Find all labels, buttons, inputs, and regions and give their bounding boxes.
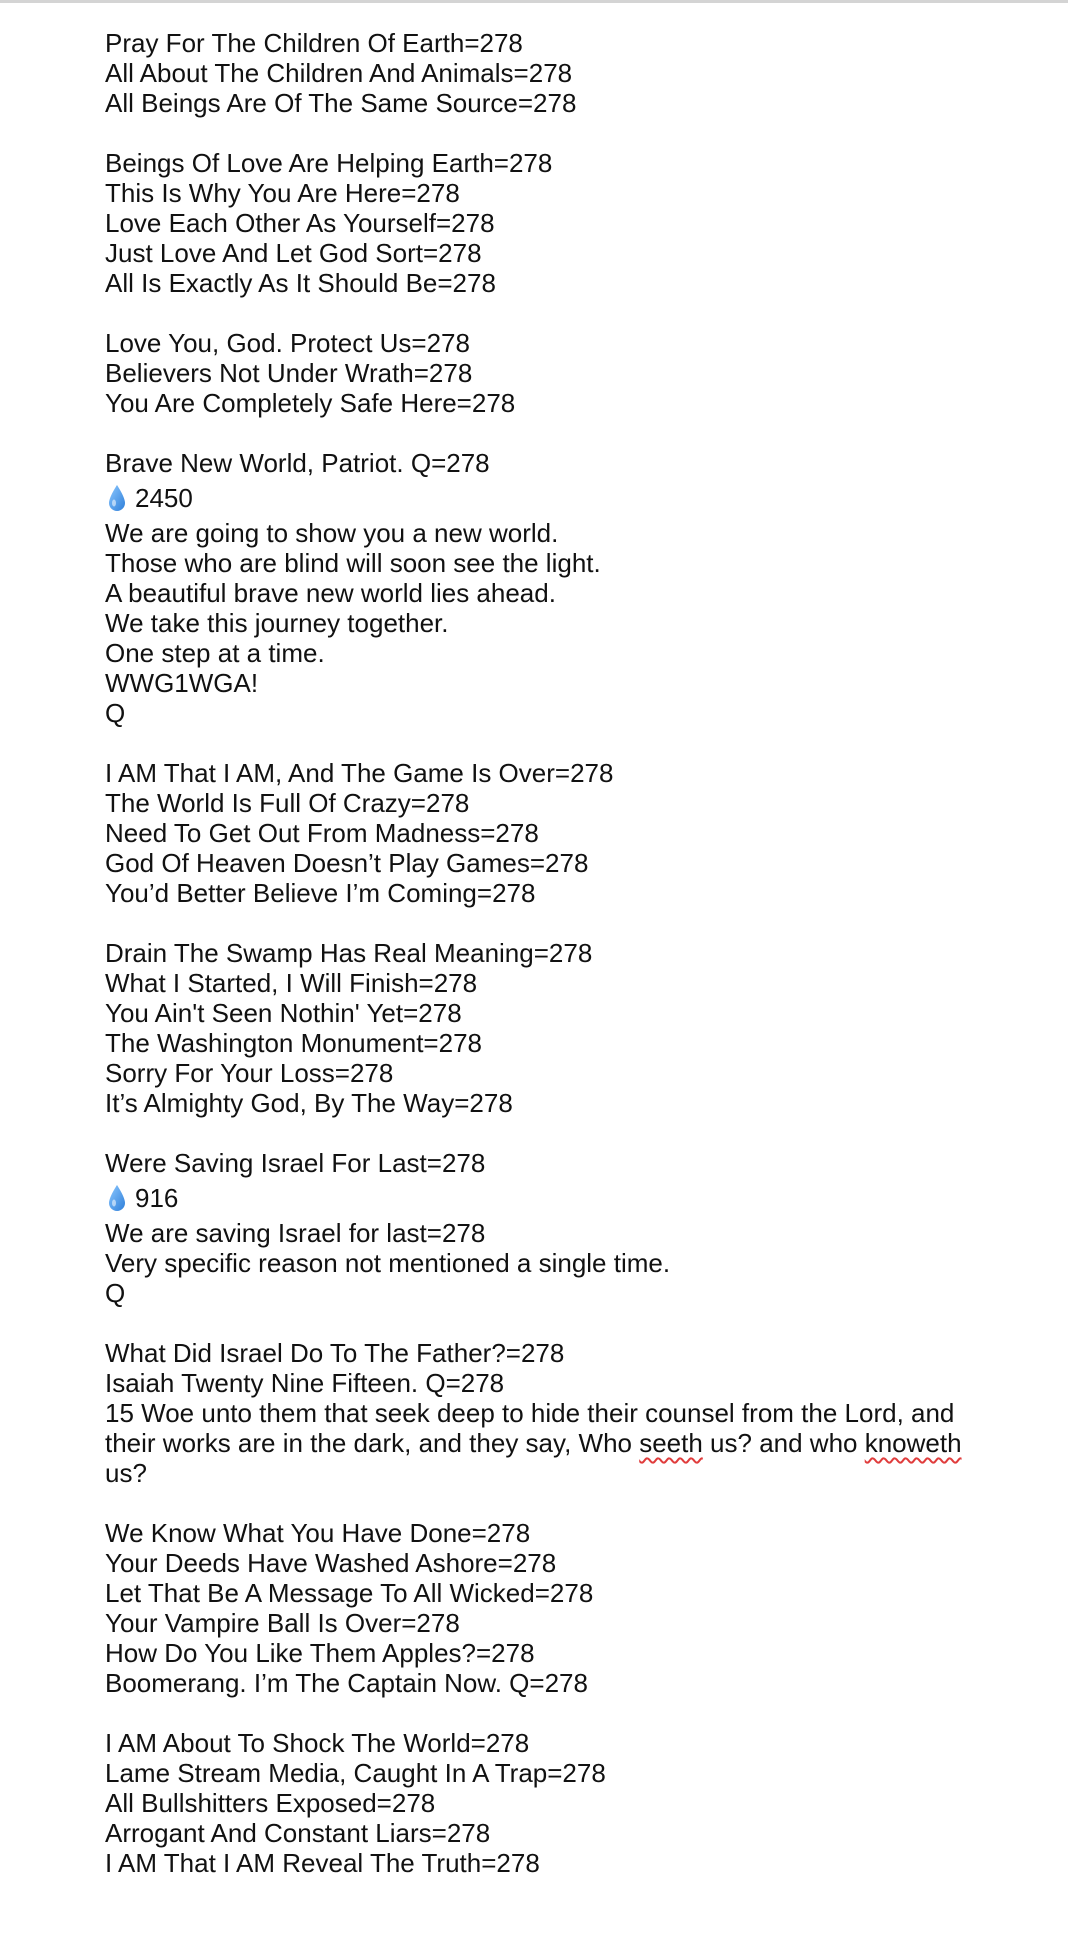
blank-line [105,1118,985,1148]
text-line: Your Deeds Have Washed Ashore=278 [105,1548,557,1578]
text-line: All About The Children And Animals=278 [105,58,573,88]
paragraph-1 [105,28,985,118]
blank-line [105,728,985,758]
drop-count-row [105,478,985,518]
text-line: This Is Why You Are Here=278 [105,178,460,208]
text-line: Drain The Swamp Has Real Meaning=278 [105,938,593,968]
text-line: The Washington Monument=278 [105,1028,482,1058]
text-line: Love You, God. Protect Us=278 [105,328,470,358]
text-line: Those who are blind will soon see the light. [105,548,601,578]
text-line: Love Each Other As Yourself=278 [105,208,495,238]
text-line: WWG1WGA! [105,668,259,698]
document-body[interactable] [105,28,985,1878]
drop-count: 916 [135,1183,179,1213]
text-line: What Did Israel Do To The Father?=278 [105,1338,565,1368]
paragraph-11 [105,1518,985,1698]
paragraph-4 [105,448,985,478]
water-drop-icon [107,484,127,512]
blank-line [105,298,985,328]
text-line: All Bullshitters Exposed=278 [105,1788,436,1818]
text-line: It’s Almighty God, By The Way=278 [105,1088,513,1118]
text-line: We are saving Israel for last=278 [105,1218,486,1248]
text-line: I AM That I AM Reveal The Truth=278 [105,1848,540,1878]
text-line: What I Started, I Will Finish=278 [105,968,478,998]
text-line: Pray For The Children Of Earth=278 [105,28,523,58]
paragraph-10 [105,1338,985,1488]
text-line: Need To Get Out From Madness=278 [105,818,539,848]
text-line: Your Vampire Ball Is Over=278 [105,1608,460,1638]
text-line: How Do You Like Them Apples?=278 [105,1638,535,1668]
text-line: I AM About To Shock The World=278 [105,1728,530,1758]
water-drop-icon [107,1184,127,1212]
paragraph-8 [105,1148,985,1178]
verse-text [105,1398,985,1488]
paragraph-3 [105,328,985,418]
blank-line [105,118,985,148]
text-line: Boomerang. I’m The Captain Now. Q=278 [105,1668,588,1698]
blank-line [105,908,985,938]
text-line: All Is Exactly As It Should Be=278 [105,268,496,298]
text-line: Very specific reason not mentioned a single time. [105,1248,671,1278]
text-line: You Are Completely Safe Here=278 [105,388,516,418]
paragraph-5 [105,518,985,728]
paragraph-6 [105,758,985,908]
text-line: Let That Be A Message To All Wicked=278 [105,1578,594,1608]
blank-line [105,1308,985,1338]
text-line: Brave New World, Patriot. Q=278 [105,448,490,478]
drop-count: 2450 [135,483,193,513]
paragraph-2 [105,148,985,298]
top-border [0,0,1068,3]
text-line: Arrogant And Constant Liars=278 [105,1818,491,1848]
text-line: Q [105,698,126,728]
text-line: All Beings Are Of The Same Source=278 [105,88,577,118]
text-line: We are going to show you a new world. [105,518,559,548]
text-line: One step at a time. [105,638,325,668]
paragraph-12 [105,1728,985,1878]
text-line: Beings Of Love Are Helping Earth=278 [105,148,553,178]
misspelled-word[interactable]: knoweth [864,1428,962,1458]
text-line: Q [105,1278,126,1308]
blank-line [105,1488,985,1518]
blank-line [105,1698,985,1728]
misspelled-word[interactable]: seeth [639,1428,703,1458]
text-line: The World Is Full Of Crazy=278 [105,788,470,818]
text-line: I AM That I AM, And The Game Is Over=278 [105,758,614,788]
text-line: Just Love And Let God Sort=278 [105,238,482,268]
text-line: A beautiful brave new world lies ahead. [105,578,556,608]
text-line: We take this journey together. [105,608,449,638]
blank-line [105,418,985,448]
text-line: Lame Stream Media, Caught In A Trap=278 [105,1758,606,1788]
text-line: We Know What You Have Done=278 [105,1518,531,1548]
verse-segment: us? [105,1458,147,1488]
text-line: You’d Better Believe I’m Coming=278 [105,878,536,908]
text-line: Sorry For Your Loss=278 [105,1058,394,1088]
text-line: God Of Heaven Doesn’t Play Games=278 [105,848,589,878]
verse-segment: us? and who [702,1428,865,1458]
verse-segment: 15 Woe unto them that seek deep to hide their counsel from the Lord, and their works are in the dark, and they say, Who [105,1398,955,1458]
text-line: Isaiah Twenty Nine Fifteen. Q=278 [105,1368,505,1398]
text-line: You Ain't Seen Nothin' Yet=278 [105,998,462,1028]
paragraph-9 [105,1218,985,1308]
drop-count-row [105,1178,985,1218]
text-line: Were Saving Israel For Last=278 [105,1148,486,1178]
text-line: Believers Not Under Wrath=278 [105,358,473,388]
paragraph-7 [105,938,985,1118]
